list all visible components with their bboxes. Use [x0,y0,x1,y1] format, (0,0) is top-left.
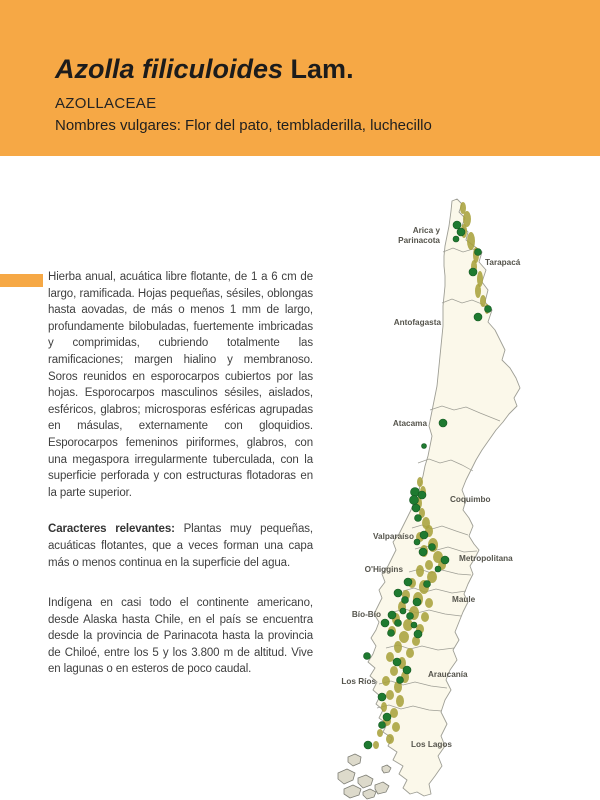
map-label-metropolitana: Metropolitana [459,554,513,563]
occurrence-dot [469,268,477,276]
occurrence-dot [420,531,428,539]
occurrence-dot [400,608,406,614]
chile-map-svg [330,195,600,800]
occurrence-dot [393,658,401,666]
vegetation-patch [406,648,414,658]
species-title [55,54,354,85]
vegetation-patch [394,641,402,653]
occurrence-dot [388,611,396,619]
occurrence-dot [441,556,449,564]
occurrence-dot [474,313,482,321]
map-label-ohiggins: O'Higgins [364,565,403,574]
occurrence-dot [419,548,427,556]
map-landmass [338,199,520,799]
vegetation-patch [386,734,394,744]
vegetation-patch [390,666,398,676]
description-paragraph: Hierba anual, acuática libre flotante, de 1 a 6 cm de largo, ramificada. Hojas pequeñas, sésiles, oblongas hasta aovadas, de más o menos 1 mm de largo, profundamente bilobuladas, fuertemente imbricadas y comprimidas, cubriendo totalmente las ramificaciones; margen hialino y membranoso. Soros reunidos en esporocarpos cubiertos por las hojas. Esporocarpos masculinos sésiles, aislados, esféricos, glabros; microsporas esféricas agrupadas en másulas, externamente con gloquidios. Esporocarpos femeninos piriformes, glabros, con una megaspora irregularmente tuberculada, con la superficie perforada y con estructuras flotadoras en la parte superior. [48,271,313,499]
occurrence-dot [395,620,402,627]
occurrence-dot [415,515,422,522]
vegetation-patch [386,652,394,662]
distribution-paragraph: Indígena en casi todo el continente americano, desde Alaska hasta Chile, en el país se encuentra desde la provincia de Parinacota hasta la provincia de Chiloé, entre los 5 y los 3.800 m de altitud. Vive en lagunas o en esteros de poco caudal. [48,597,313,676]
occurrence-dot [414,539,420,545]
island [375,782,389,794]
occurrence-dot [429,544,436,551]
occurrence-dot [439,419,447,427]
section-tab [0,274,43,287]
map-label-tarapaca: Tarapacá [485,258,521,267]
species-name: Azolla filiculoides [55,54,284,84]
occurrence-dot [414,630,422,638]
occurrence-dot [435,566,441,572]
occurrence-dot [402,597,409,604]
map-label-coquimbo: Coquimbo [450,495,491,504]
vegetation-patch [382,676,390,686]
characters-paragraph [48,521,313,571]
island [344,785,361,798]
characters-label: Caracteres relevantes: [48,523,175,536]
map-label-arica-parinacota: Arica y Parinacota [398,226,440,245]
map-label-atacama: Atacama [392,419,427,428]
occurrence-dot [403,666,411,674]
vegetation-patch [467,232,475,250]
occurrence-dot [412,504,420,512]
map-label-araucania: Araucanía [428,670,468,679]
characters-text: Plantas muy pequeñas, acuáticas flotantes, que a veces forman una capa más o menos continua en la superficie del agua. [48,523,313,569]
chiloe-archipelago [338,754,391,799]
occurrence-dot [453,236,459,242]
island [363,789,376,799]
vegetation-patch [425,560,433,570]
occurrence-dot [453,221,461,229]
occurrence-dot [424,581,431,588]
map-label-los-lagos: Los Lagos [411,740,452,749]
occurrence-dot [379,722,386,729]
occurrence-dot [410,496,419,505]
vegetation-patch [425,598,433,608]
vegetation-patch [373,741,379,749]
description-column [48,269,313,678]
occurrence-dot [404,578,412,586]
occurrence-dot [364,653,371,660]
occurrence-dot [378,693,386,701]
vegetation-patch [396,695,404,707]
occurrence-dot [407,613,414,620]
occurrence-dot [394,589,402,597]
vegetation-patch [417,477,423,487]
occurrence-dot [381,619,389,627]
vegetation-patch [421,612,429,622]
map-label-biobio: Bío-Bío [351,610,381,619]
distribution-map [330,195,600,800]
vegetation-patch [386,690,394,700]
occurrence-dot [383,713,391,721]
map-label-maule: Maule [452,595,476,604]
occurrence-dot [411,622,417,628]
header-band [0,0,600,156]
vegetation-patch [480,295,486,307]
vegetation-patch [416,565,424,577]
occurrence-dot [364,741,372,749]
occurrence-dot [388,630,395,637]
island [382,765,391,773]
species-author: Lam. [283,54,354,84]
map-label-valparaiso: Valparaíso [373,532,414,541]
common-names: Nombres vulgares: Flor del pato, tembladerilla, luchecillo [55,117,432,134]
map-label-antofagasta: Antofagasta [393,318,441,327]
island [338,769,355,784]
vegetation-patch [381,702,387,712]
occurrence-dot [397,677,404,684]
occurrence-dot [422,444,427,449]
occurrence-dot [413,598,421,606]
family-name: AZOLLACEAE [55,95,157,112]
occurrence-dot [485,306,492,313]
vegetation-patch [377,729,383,737]
occurrence-dot [475,249,482,256]
vegetation-patch [392,722,400,732]
map-label-los-rios: Los Ríos [341,677,376,686]
occurrence-dot [457,228,465,236]
vegetation-patch [475,284,481,298]
chile-mainland-outline [368,199,520,796]
occurrence-dot [418,491,426,499]
vegetation-patch [399,631,409,643]
island [348,754,361,766]
island [358,775,373,788]
